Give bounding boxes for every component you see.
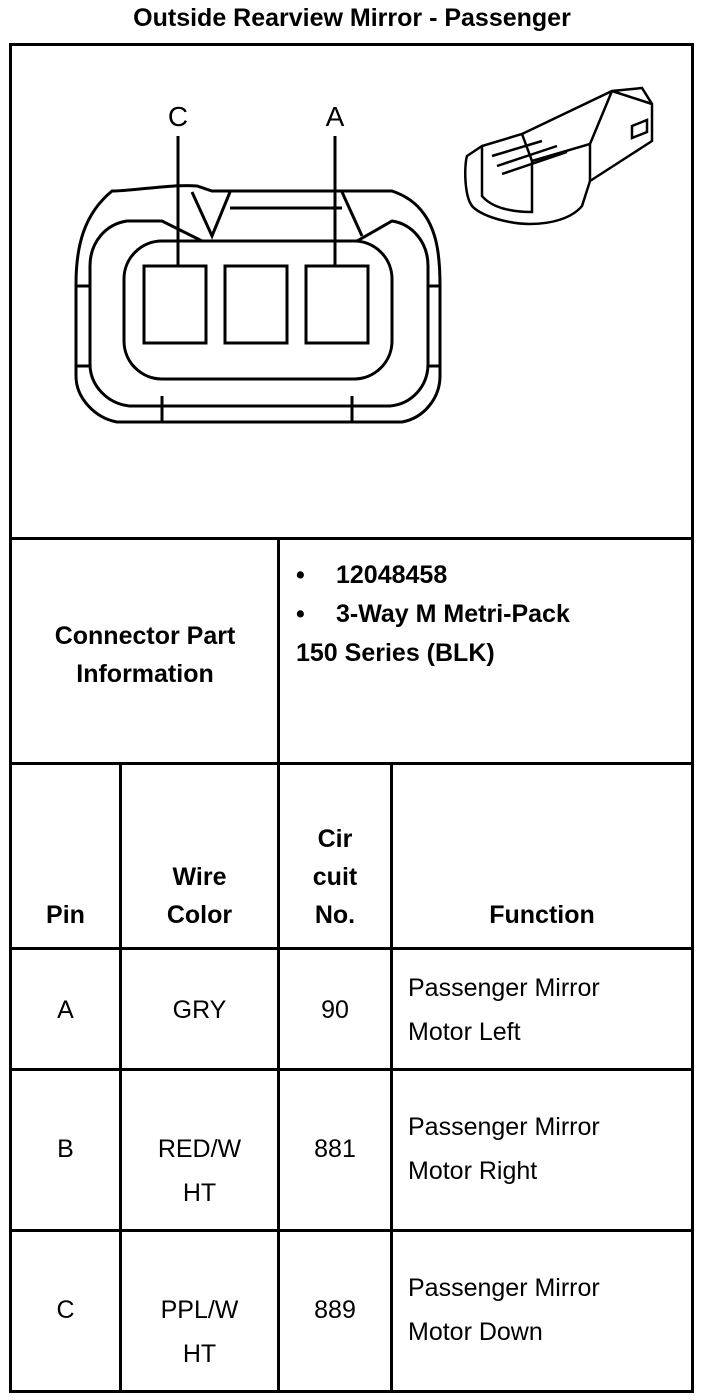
header-circuit-line2: cuit	[312, 863, 358, 891]
function-line2: Motor Down	[408, 1318, 543, 1346]
part-number-item	[296, 556, 570, 595]
pin-cell: A	[57, 996, 74, 1024]
header-circuit	[280, 820, 390, 934]
divider-diagram	[9, 537, 694, 540]
divider-connector-info	[9, 762, 694, 765]
connector-label-line2: Information	[76, 660, 214, 688]
wire-color-line1: PPL/W	[160, 1296, 239, 1324]
connector-face-diagram	[12, 46, 692, 536]
divider-row-a	[9, 1068, 694, 1071]
circuit-cell: 881	[314, 1135, 356, 1163]
header-wire-color	[122, 858, 277, 934]
function-line1: Passenger Mirror	[408, 1113, 600, 1141]
connector-3d-icon	[465, 88, 652, 224]
bullet-icon: •	[296, 600, 305, 628]
svg-text:A: A	[325, 101, 345, 132]
wire-color-cell	[122, 1127, 277, 1215]
header-pin: Pin	[46, 901, 85, 929]
function-line1: Passenger Mirror	[408, 974, 600, 1002]
circuit-cell: 889	[314, 1296, 356, 1324]
function-cell	[408, 966, 688, 1054]
function-line2: Motor Right	[408, 1157, 538, 1185]
header-function: Function	[489, 901, 595, 929]
wire-color-cell: GRY	[172, 996, 227, 1024]
header-wire-color-line2: Color	[166, 901, 233, 929]
pin-label-a	[326, 101, 345, 132]
divider-row-b	[9, 1229, 694, 1232]
divider-header	[9, 947, 694, 950]
function-cell	[408, 1266, 688, 1354]
divider-circuit-col	[390, 762, 393, 1393]
function-line1: Passenger Mirror	[408, 1274, 600, 1302]
part-number: 12048458	[336, 561, 448, 589]
function-cell	[408, 1105, 688, 1193]
wire-color-line2: HT	[182, 1179, 217, 1207]
connector-part-info-label	[12, 617, 278, 693]
wire-color-line1: RED/W	[157, 1135, 242, 1163]
connector-part-info-values	[296, 556, 570, 673]
bullet-icon: •	[296, 561, 305, 589]
header-wire-color-line1: Wire	[172, 863, 227, 891]
header-circuit-line1: Cir	[317, 825, 353, 853]
pin-label-c	[168, 101, 188, 132]
pin-cell: C	[56, 1296, 75, 1324]
connector-type-item	[296, 595, 570, 634]
wire-color-line2: HT	[182, 1340, 217, 1368]
connector-label-line1: Connector Part	[54, 622, 236, 650]
wire-color-cell	[122, 1288, 277, 1376]
function-line2: Motor Left	[408, 1018, 521, 1046]
page-title: Outside Rearview Mirror - Passenger	[133, 4, 571, 32]
connector-series: 150 Series (BLK)	[296, 639, 495, 667]
header-circuit-line3: No.	[314, 901, 356, 929]
pin-cell: B	[57, 1135, 74, 1163]
circuit-cell: 90	[321, 996, 349, 1024]
connector-type: 3-Way M Metri-Pack	[336, 600, 570, 628]
svg-text:C: C	[167, 101, 189, 132]
